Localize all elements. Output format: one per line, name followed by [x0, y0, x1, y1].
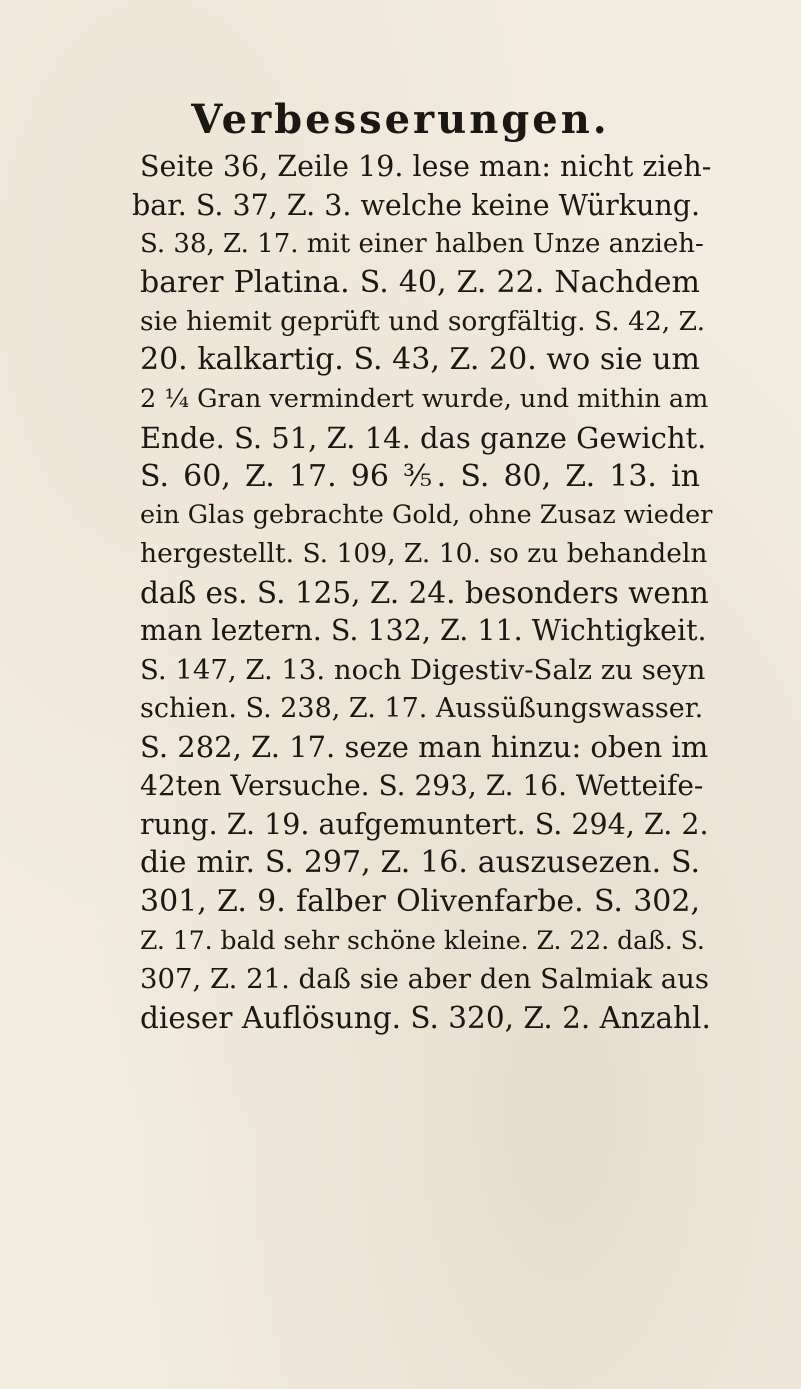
text-line: ein Glas gebrachte Gold, ohne Zusaz wieder	[140, 500, 713, 531]
text-line: Ende. S. 51, Z. 14. das ganze Gewicht.	[140, 420, 707, 455]
text-line: S. 147, Z. 13. noch Digestiv-Salz zu seyn	[140, 653, 706, 686]
text-line: 42ten Versuche. S. 293, Z. 16. Wetteife-	[140, 769, 704, 802]
text-line: Seite 36, Zeile 19. lese man: nicht zieh-	[140, 150, 712, 183]
text-line: 20. kalkartig. S. 43, Z. 20. wo sie um	[140, 342, 700, 378]
text-line: S. 60, Z. 17. 96 ⅗. S. 80, Z. 13. in	[140, 458, 700, 494]
text-line: S. 38, Z. 17. mit einer halben Unze anzieh-	[140, 229, 704, 260]
text-line: dieser Auflösung. S. 320, Z. 2. Anzahl.	[140, 1001, 711, 1036]
text-line: 301, Z. 9. falber Olivenfarbe. S. 302,	[140, 884, 700, 920]
text-line: hergestellt. S. 109, Z. 10. so zu behandeln	[140, 537, 708, 569]
text-line: sie hiemit geprüft und sorgfältig. S. 42, Z.	[140, 305, 706, 337]
text-line: rung. Z. 19. aufgemuntert. S. 294, Z. 2.	[140, 807, 709, 841]
text-line: barer Platina. S. 40, Z. 22. Nachdem	[140, 265, 700, 301]
text-line: die mir. S. 297, Z. 16. auszusezen. S.	[140, 845, 700, 881]
text-line: 2 ¼ Gran vermindert wurde, und mithin am	[140, 384, 709, 415]
text-line: schien. S. 238, Z. 17. Aussüßungswasser.	[140, 692, 704, 724]
text-line: 307, Z. 21. daß sie aber den Salmiak aus	[140, 963, 710, 996]
text-line: daß es. S. 125, Z. 24. besonders wenn	[140, 575, 709, 610]
text-line: S. 282, Z. 17. seze man hinzu: oben im	[140, 730, 709, 765]
text-line: Z. 17. bald sehr schöne kleine. Z. 22. daß. S.	[140, 925, 705, 955]
errata-text	[132, 148, 713, 1038]
text-line: bar. S. 37, Z. 3. welche keine Würkung.	[132, 188, 701, 222]
page-title: Verbesserungen.	[191, 96, 610, 143]
text-line: man leztern. S. 132, Z. 11. Wichtigkeit.	[140, 614, 707, 648]
